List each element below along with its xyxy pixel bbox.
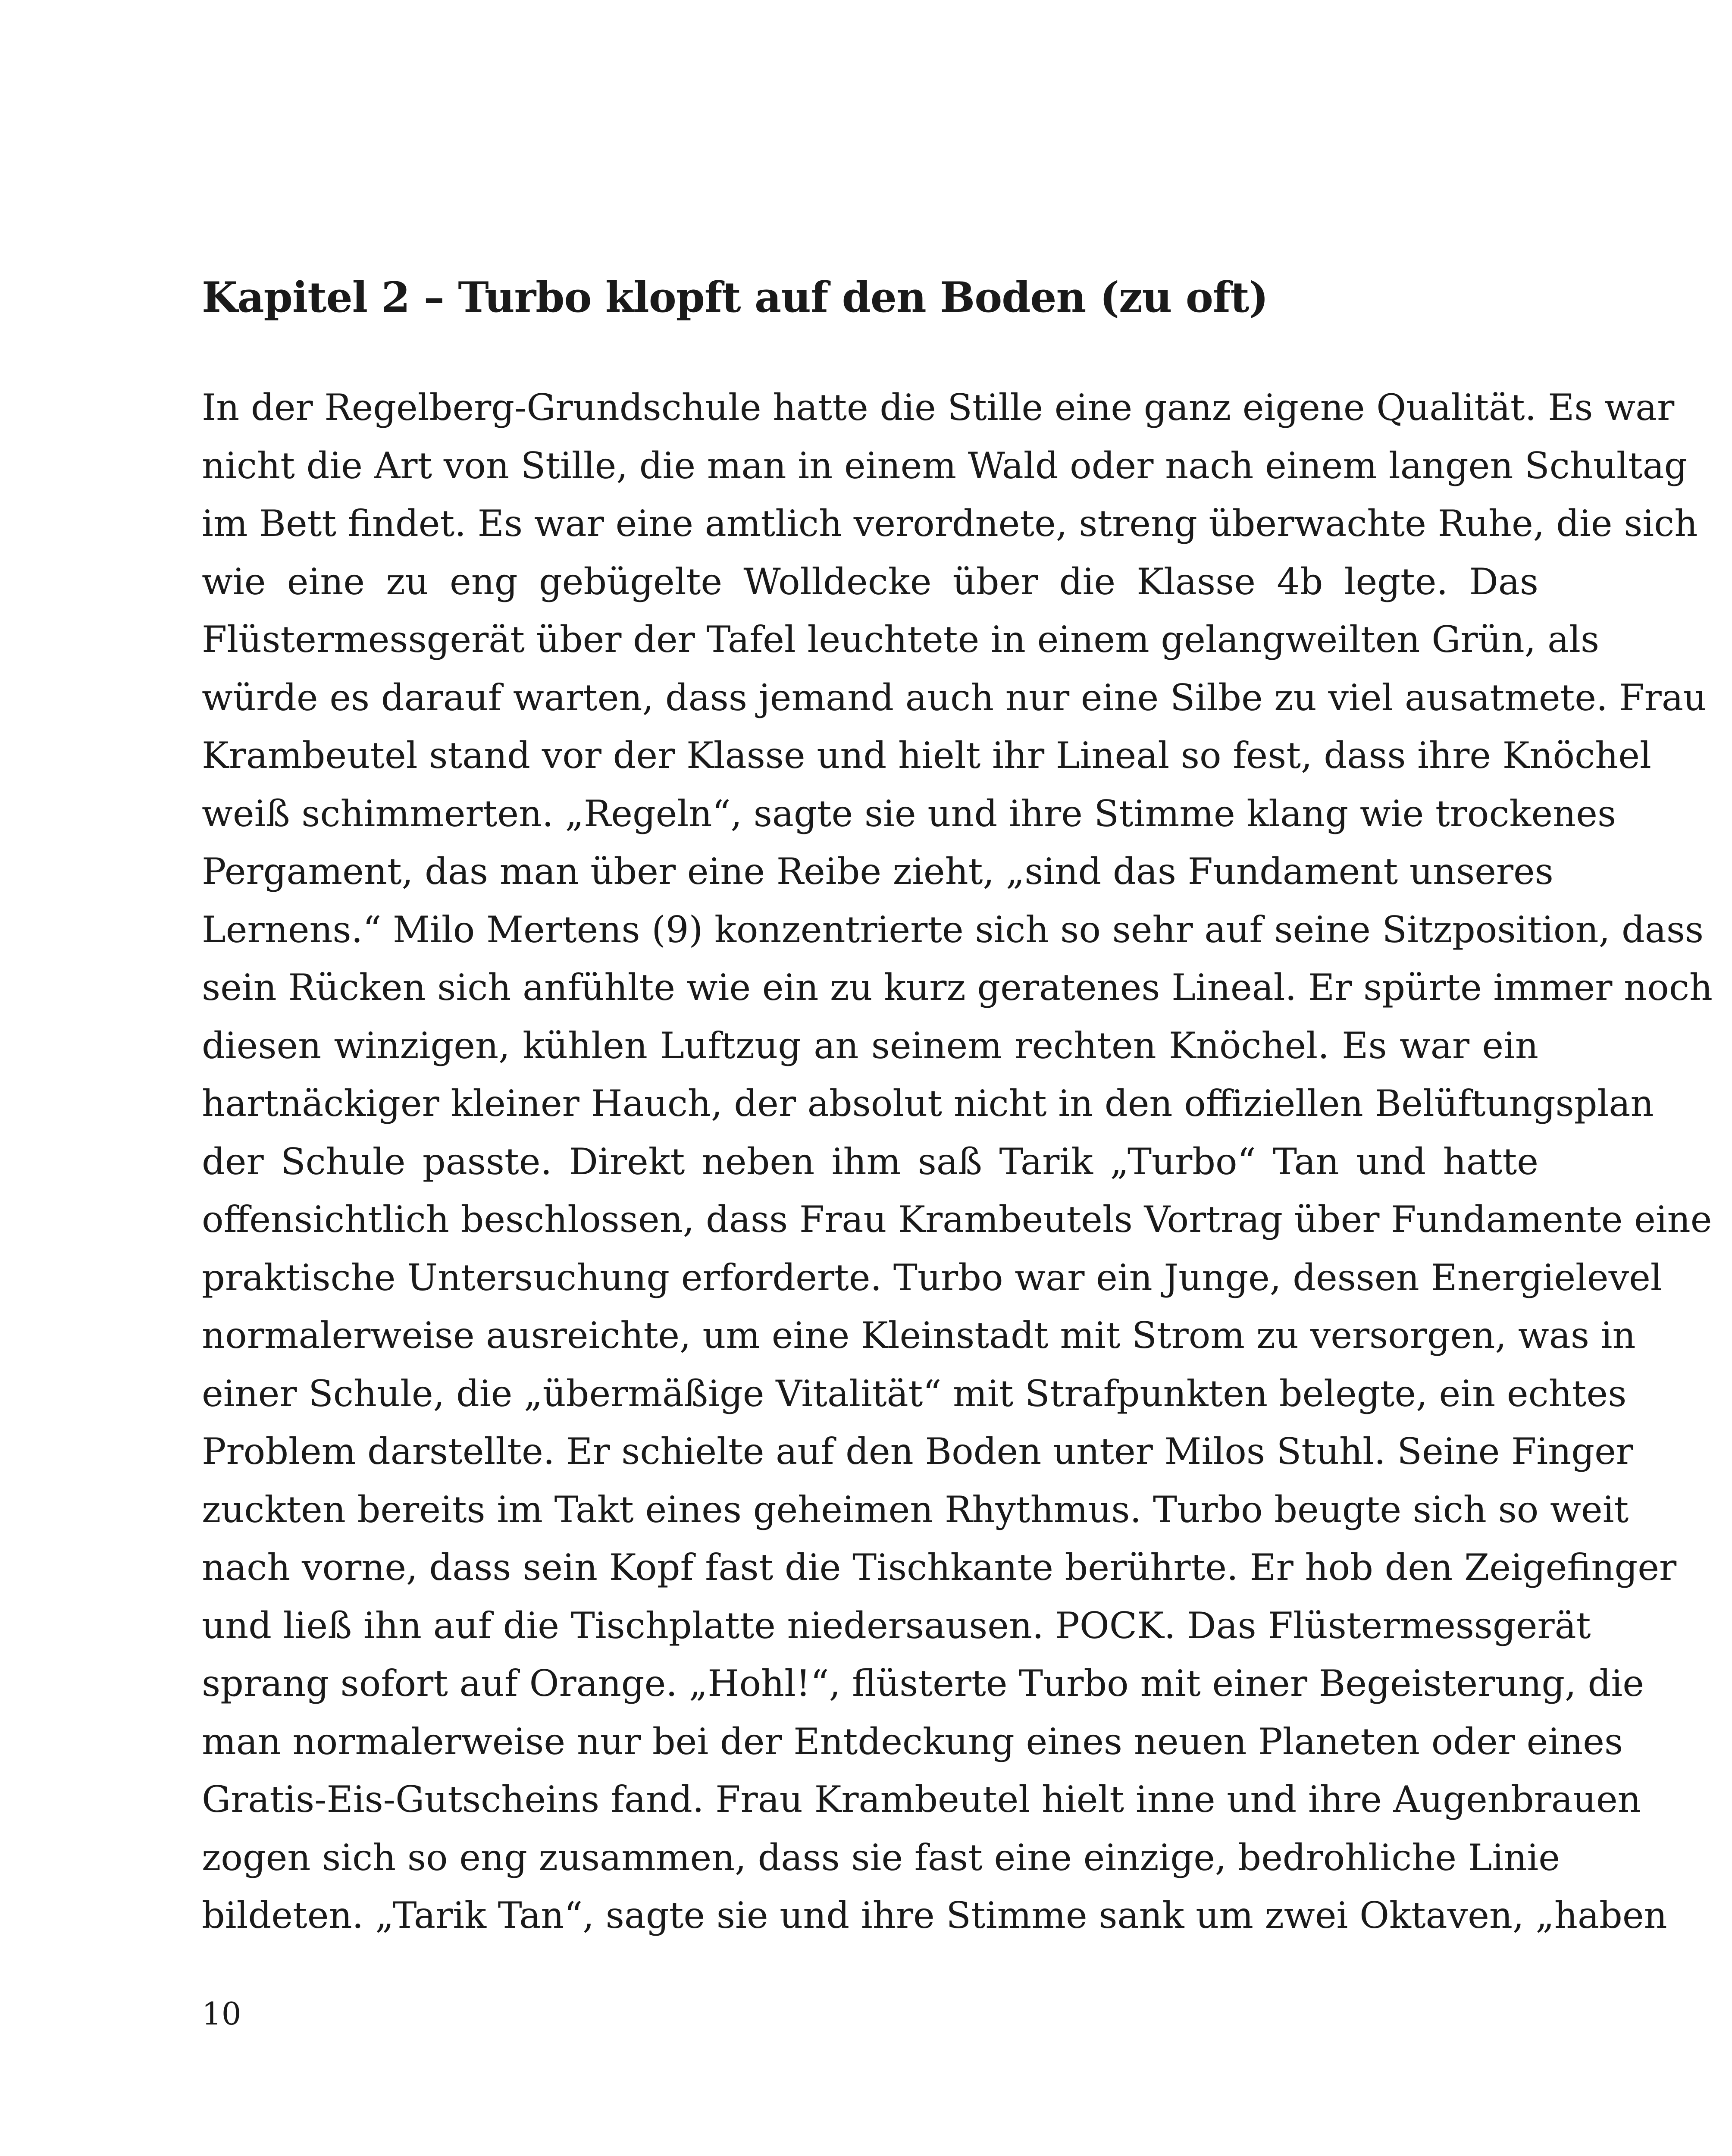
text-line: nicht die Art von Stille, die man in einem Wald oder nach einem langen Schultag (202, 444, 1688, 487)
text-line: Pergament, das man über eine Reibe zieht, „sind das Fundament unseres (202, 850, 1553, 893)
text-line: wie eine zu eng gebügelte Wolldecke über die Klasse 4b legte. Das (202, 560, 1538, 603)
text-line: Krambeutel stand vor der Klasse und hielt ihr Lineal so fest, dass ihre Knöchel (202, 734, 1651, 777)
body-paragraph (202, 379, 1713, 1945)
text-line: Lernens.“ Milo Mertens (9) konzentrierte sich so sehr auf seine Sitzposition, dass (202, 908, 1704, 951)
text-line: diesen winzigen, kühlen Luftzug an seinem rechten Knöchel. Es war ein (202, 1024, 1538, 1067)
text-line: und ließ ihn auf die Tischplatte niedersausen. POCK. Das Flüstermessgerät (202, 1604, 1591, 1647)
text-line: nach vorne, dass sein Kopf fast die Tischkante berührte. Er hob den Zeigefinger (202, 1546, 1677, 1589)
text-line: würde es darauf warten, dass jemand auch nur eine Silbe zu viel ausatmete. Frau (202, 676, 1707, 719)
text-line: einer Schule, die „übermäßige Vitalität“ mit Strafpunkten belegte, ein echtes (202, 1372, 1627, 1415)
text-line: Gratis-Eis-Gutscheins fand. Frau Krambeutel hielt inne und ihre Augenbrauen (202, 1778, 1641, 1821)
text-line: im Bett findet. Es war eine amtlich verordnete, streng überwachte Ruhe, die sich (202, 502, 1698, 545)
page-number: 10 (202, 1996, 241, 2032)
text-line: sprang sofort auf Orange. „Hohl!“, flüsterte Turbo mit einer Begeisterung, die (202, 1662, 1644, 1705)
text-line: In der Regelberg-Grundschule hatte die Stille eine ganz eigene Qualität. Es war (202, 386, 1675, 429)
text-line: zuckten bereits im Takt eines geheimen Rhythmus. Turbo beugte sich so weit (202, 1488, 1629, 1531)
text-line: weiß schimmerten. „Regeln“, sagte sie und ihre Stimme klang wie trockenes (202, 792, 1616, 835)
text-line: Problem darstellte. Er schielte auf den Boden unter Milos Stuhl. Seine Finger (202, 1430, 1633, 1473)
text-line: Flüstermessgerät über der Tafel leuchtete in einem gelangweilten Grün, als (202, 618, 1600, 661)
text-line: bildeten. „Tarik Tan“, sagte sie und ihre Stimme sank um zwei Oktaven, „haben (202, 1894, 1667, 1937)
text-line: offensichtlich beschlossen, dass Frau Krambeutels Vortrag über Fundamente eine (202, 1198, 1712, 1241)
text-line: der Schule passte. Direkt neben ihm saß Tarik „Turbo“ Tan und hatte (202, 1140, 1538, 1183)
text-line: man normalerweise nur bei der Entdeckung eines neuen Planeten oder eines (202, 1720, 1623, 1763)
text-line: sein Rücken sich anfühlte wie ein zu kurz geratenes Lineal. Er spürte immer noch (202, 966, 1713, 1009)
text-line: praktische Untersuchung erforderte. Turbo war ein Junge, dessen Energielevel (202, 1256, 1662, 1299)
chapter-title: Kapitel 2 – Turbo klopft auf den Boden (zu oft) (202, 273, 1268, 322)
text-line: normalerweise ausreichte, um eine Kleinstadt mit Strom zu versorgen, was in (202, 1314, 1636, 1357)
text-line: hartnäckiger kleiner Hauch, der absolut nicht in den offiziellen Belüftungsplan (202, 1082, 1654, 1125)
text-line: zogen sich so eng zusammen, dass sie fast eine einzige, bedrohliche Linie (202, 1836, 1560, 1879)
